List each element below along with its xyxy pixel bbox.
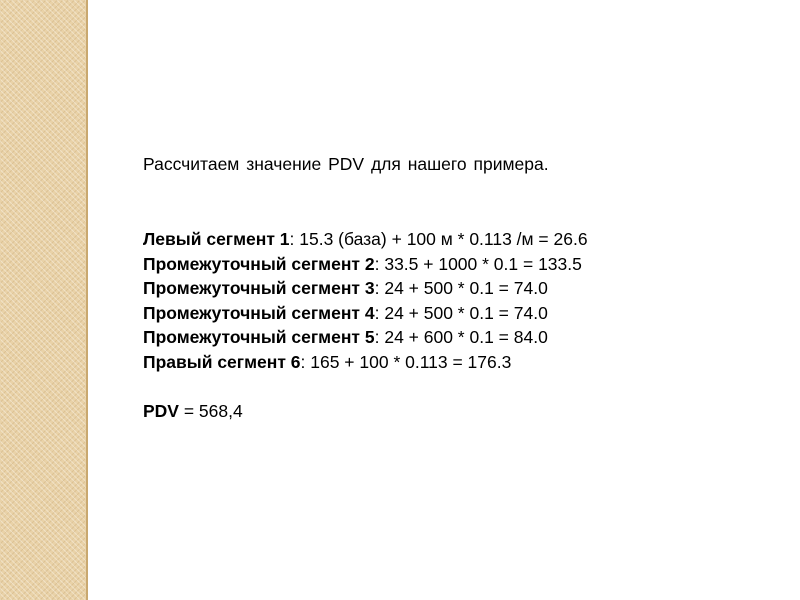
- segment-formula: : 165 + 100 * 0.113 = 176.3: [300, 351, 512, 372]
- segment-line: [143, 350, 763, 375]
- segment-formula: : 24 + 500 * 0.1 = 74.0: [374, 302, 548, 323]
- segment-line: [143, 252, 763, 277]
- segment-number: 4: [364, 302, 375, 323]
- segment-name: Промежуточный сегмент: [143, 278, 360, 298]
- segment-number: 3: [364, 278, 375, 298]
- segment-number: 5: [364, 327, 375, 347]
- segment-line: [143, 276, 763, 301]
- segment-name: Промежуточный сегмент: [143, 302, 360, 323]
- segment-number: 2: [364, 253, 375, 274]
- pdv-total: [143, 399, 763, 423]
- segment-formula: : 24 + 600 * 0.1 = 84.0: [374, 327, 548, 347]
- segment-line: [143, 301, 763, 326]
- segment-number: 1: [279, 229, 290, 249]
- pdv-label: PDV: [143, 401, 179, 421]
- pdv-value: = 568,4: [178, 401, 243, 421]
- segment-number: 6: [290, 351, 301, 372]
- segment-formula: : 33.5 + 1000 * 0.1 = 133.5: [374, 253, 582, 274]
- segment-formula: : 15.3 (база) + 100 м * 0.113 /м = 26.6: [289, 229, 588, 249]
- decorative-sidebar: [0, 0, 88, 600]
- segment-name: Правый сегмент: [143, 351, 286, 372]
- segment-name: Промежуточный сегмент: [143, 327, 360, 347]
- slide-content: [143, 152, 763, 423]
- segment-line: [143, 227, 763, 252]
- segment-name: Левый сегмент: [143, 229, 275, 249]
- segment-line: [143, 325, 763, 350]
- segment-list: [143, 227, 763, 374]
- intro-text: Рассчитаем значение PDV для нашего примера.: [143, 154, 549, 174]
- segment-name: Промежуточный сегмент: [143, 253, 360, 274]
- segment-formula: : 24 + 500 * 0.1 = 74.0: [374, 278, 548, 298]
